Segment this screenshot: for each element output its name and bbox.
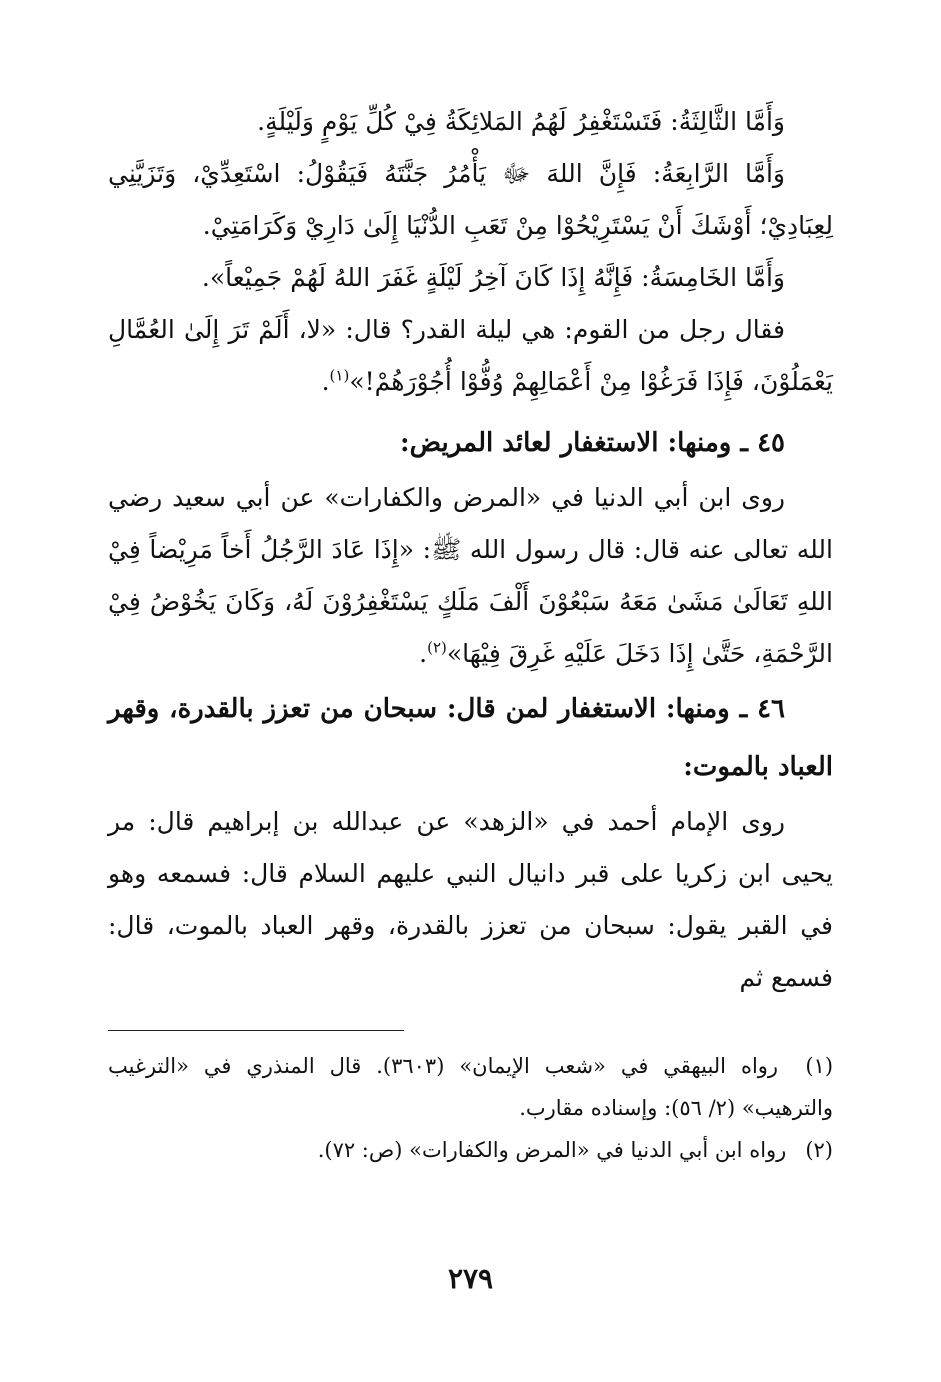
- footnotes: [108, 1045, 833, 1171]
- footnote-2-text: رواه ابن أبي الدنيا في «المرض والكفارات» (ص: ٧٢).: [317, 1138, 787, 1162]
- footnote-2-number: (٢): [805, 1138, 833, 1162]
- hadith-45-text: روى ابن أبي الدنيا في «المرض والكفارات» عن أبي سعيد رضي الله تعالى عنه قال: قال رسول الله ﷺ: «إِذَا عَادَ الرَّجُلُ أَخاً مَرِيْضاً فِيْ اللهِ تَعَالَىٰ مَشَىٰ مَعَهُ سَبْعُوْنَ أَلْفَ مَلَكٍ يَسْتَغْفِرُوْنَ لَهُ، وَكَانَ يَخُوْضُ فِيْ الرَّحْمَةِ، حَتَّىٰ إِذَا دَخَلَ عَلَيْهِ غَرِقَ فِيْهَا»: [108, 483, 833, 668]
- footnote-1: [108, 1045, 833, 1129]
- paragraph-fifth: وَأَمَّا الخَامِسَةُ: فَإِنَّهُ إِذَا كَانَ آخِرُ لَيْلَةٍ غَفَرَ اللهُ لَهُمْ جَمِيْعاً».: [201, 263, 785, 292]
- section-heading-46: ٤٦ ـ ومنها: الاستغفار لمن قال: سبحان من تعزز بالقدرة، وقهر العباد بالموت:: [108, 694, 833, 782]
- footnote-separator: [108, 1030, 404, 1031]
- question-end: .: [321, 367, 330, 396]
- footnote-1-number: (١): [805, 1054, 834, 1078]
- paragraph-question: [108, 304, 833, 408]
- paragraph-fourth: وَأَمَّا الرَّابِعَةُ: فَإِنَّ اللهَ ﷻ يَأْمُرُ جَنَّتَهُ فَيَقُوْلُ: اسْتَعِدِّيْ، وَتَزَيَّنِي لِعِبَادِيْ؛ أَوْشَكَ أَنْ يَسْتَرِيْحُوْا مِنْ تَعَبِ الدُّنْيَا إِلَىٰ دَارِيْ وَكَرَامَتِيْ.: [108, 159, 833, 240]
- footnote-1-text: رواه البيهقي في «شعب الإيمان» (٣٦٠٣). قال المنذري في «الترغيب والترهيب» (٢/ ٥٦): وإسناده مقارب.: [108, 1054, 833, 1120]
- footnote-ref-2[interactable]: (٢): [427, 638, 447, 657]
- footnote-2: [108, 1129, 833, 1171]
- hadith-45-end: .: [419, 639, 428, 668]
- paragraph-narration-46: روى الإمام أحمد في «الزهد» عن عبدالله بن إبراهيم قال: مر يحيى ابن زكريا على قبر دانيال النبي عليهم السلام قال: فسمعه وهو في القبر يقول: سبحان من تعزز بالقدرة، وقهر العباد بالموت، قال: فسمع ثم: [108, 807, 833, 992]
- paragraph-third: وَأَمَّا الثَّالِثَةُ: فَتَسْتَغْفِرُ لَهُمُ المَلائِكَةُ فِيْ كُلِّ يَوْمٍ وَلَيْلَةٍ.: [257, 107, 785, 136]
- paragraph-hadith-45: [108, 472, 833, 680]
- footnote-ref-1[interactable]: (١): [329, 366, 350, 385]
- section-heading-45: ٤٥ ـ ومنها: الاستغفار لعائد المريض:: [400, 428, 785, 458]
- question-text: فقال رجل من القوم: هي ليلة القدر؟ قال: «لا، أَلَمْ تَرَ إِلَىٰ العُمَّالِ يَعْمَلُوْنَ، فَإِذَا فَرَغُوْا مِنْ أَعْمَالِهِمْ وُفُّوْا أُجُوْرَهُمْ!»: [108, 315, 833, 396]
- page-number: ٢٧٩: [447, 1262, 494, 1295]
